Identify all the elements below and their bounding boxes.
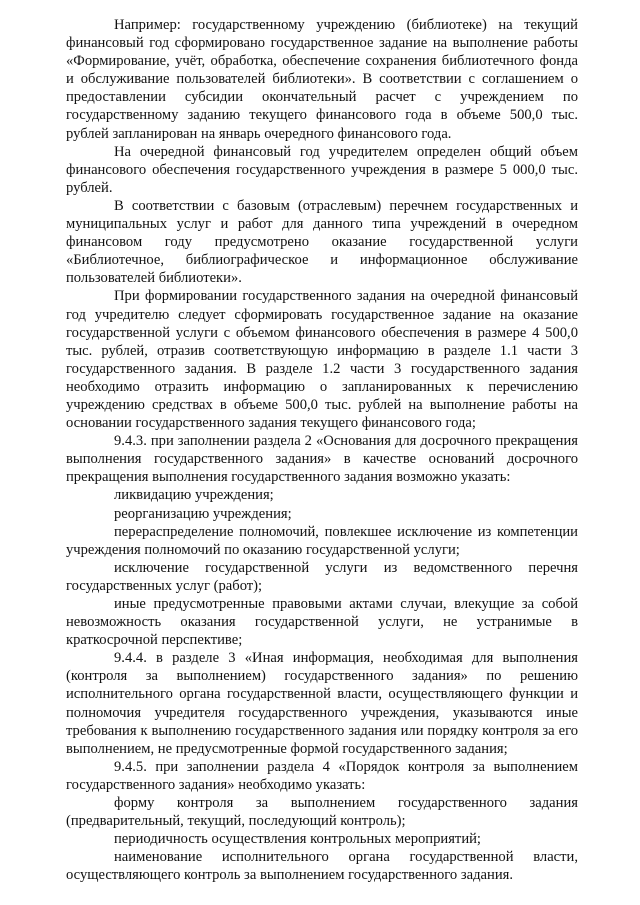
- paragraph-task-formation: При формировании государственного задания на очередной финансовый год учредителю следует сформировать государственное задание на оказание государственной услуги с объемом финансового обеспечения в размере 4 500,0 тыс. рублей, отразив соответствующую информацию в разделе 1.1 части 3 государственного задания. В разделе 1.2 части 3 государственного задания необходимо отразить информацию о запланированных к перечислению учреждению средствах в объеме 500,0 тыс. рублей на выполнение работы на основании государственного задания текущего финансового года;: [66, 288, 578, 432]
- paragraph-base-list: В соответствии с базовым (отраслевым) перечнем государственных и муниципальных услуг и работ для данного типа учреждений в очередном финансовом году предусмотрено оказание государственной услуги «Библиотечное, библиографическое и информационное обслуживание пользователей библиотеки».: [66, 197, 578, 287]
- list-item-control-form: форму контроля за выполнением государственного задания (предварительный, текущий, последующий контроль);: [66, 795, 578, 830]
- list-item-control-frequency: периодичность осуществления контрольных мероприятий;: [114, 831, 481, 848]
- paragraph-section-9-4-3: 9.4.3. при заполнении раздела 2 «Основания для досрочного прекращения выполнения государственного задания» в качестве оснований досрочного прекращения выполнения государственного задания возможно указать:: [66, 433, 578, 486]
- list-item-liquidation: ликвидацию учреждения;: [114, 487, 274, 504]
- paragraph-funding-volume: На очередной финансовый год учредителем определен общий объем финансового обеспечения государственного учреждения в размере 5 000,0 тыс. рублей.: [66, 143, 578, 196]
- list-item-reorganization: реорганизацию учреждения;: [114, 505, 292, 522]
- paragraph-example-intro: Например: государственному учреждению (библиотеке) на текущий финансовый год сформировано государственное задание на выполнение работы «Формирование, учёт, обработка, обеспечение сохранения библиотечного фонда и обслуживание пользователей библиотеки». В соответствии с соглашением о предоставлении субсидии окончательный расчет с учреждением по государственному заданию текущего финансового года в объеме 500,0 тыс. рублей запланирован на январь очередного финансового года.: [66, 17, 578, 142]
- list-item-exclusion: исключение государственной услуги из ведомственного перечня государственных услуг (работ);: [66, 559, 578, 594]
- paragraph-section-9-4-5: 9.4.5. при заполнении раздела 4 «Порядок контроля за выполнением государственного задания» необходимо указать:: [66, 758, 578, 793]
- list-item-other-cases: иные предусмотренные правовыми актами случаи, влекущие за собой невозможность оказания государственной услуги, не устранимые в краткосрочной перспективе;: [66, 596, 578, 649]
- paragraph-section-9-4-4: 9.4.4. в разделе 3 «Иная информация, необходимая для выполнения (контроля за выполнением) государственного задания» по решению исполнительного органа государственной власти, осуществляющего функции и полномочия учредителя государственного учреждения, указываются иные требования к выполнению государственного задания или порядку контроля за его выполнением, не предусмотренные формой государственного задания;: [66, 650, 578, 757]
- list-item-control-authority: наименование исполнительного органа государственной власти, осуществляющего контроль за выполнением государственного задания.: [66, 849, 578, 884]
- document-body: [66, 16, 578, 885]
- list-item-redistribution: перераспределение полномочий, повлекшее исключение из компетенции учреждения полномочий по оказанию государственной услуги;: [66, 523, 578, 558]
